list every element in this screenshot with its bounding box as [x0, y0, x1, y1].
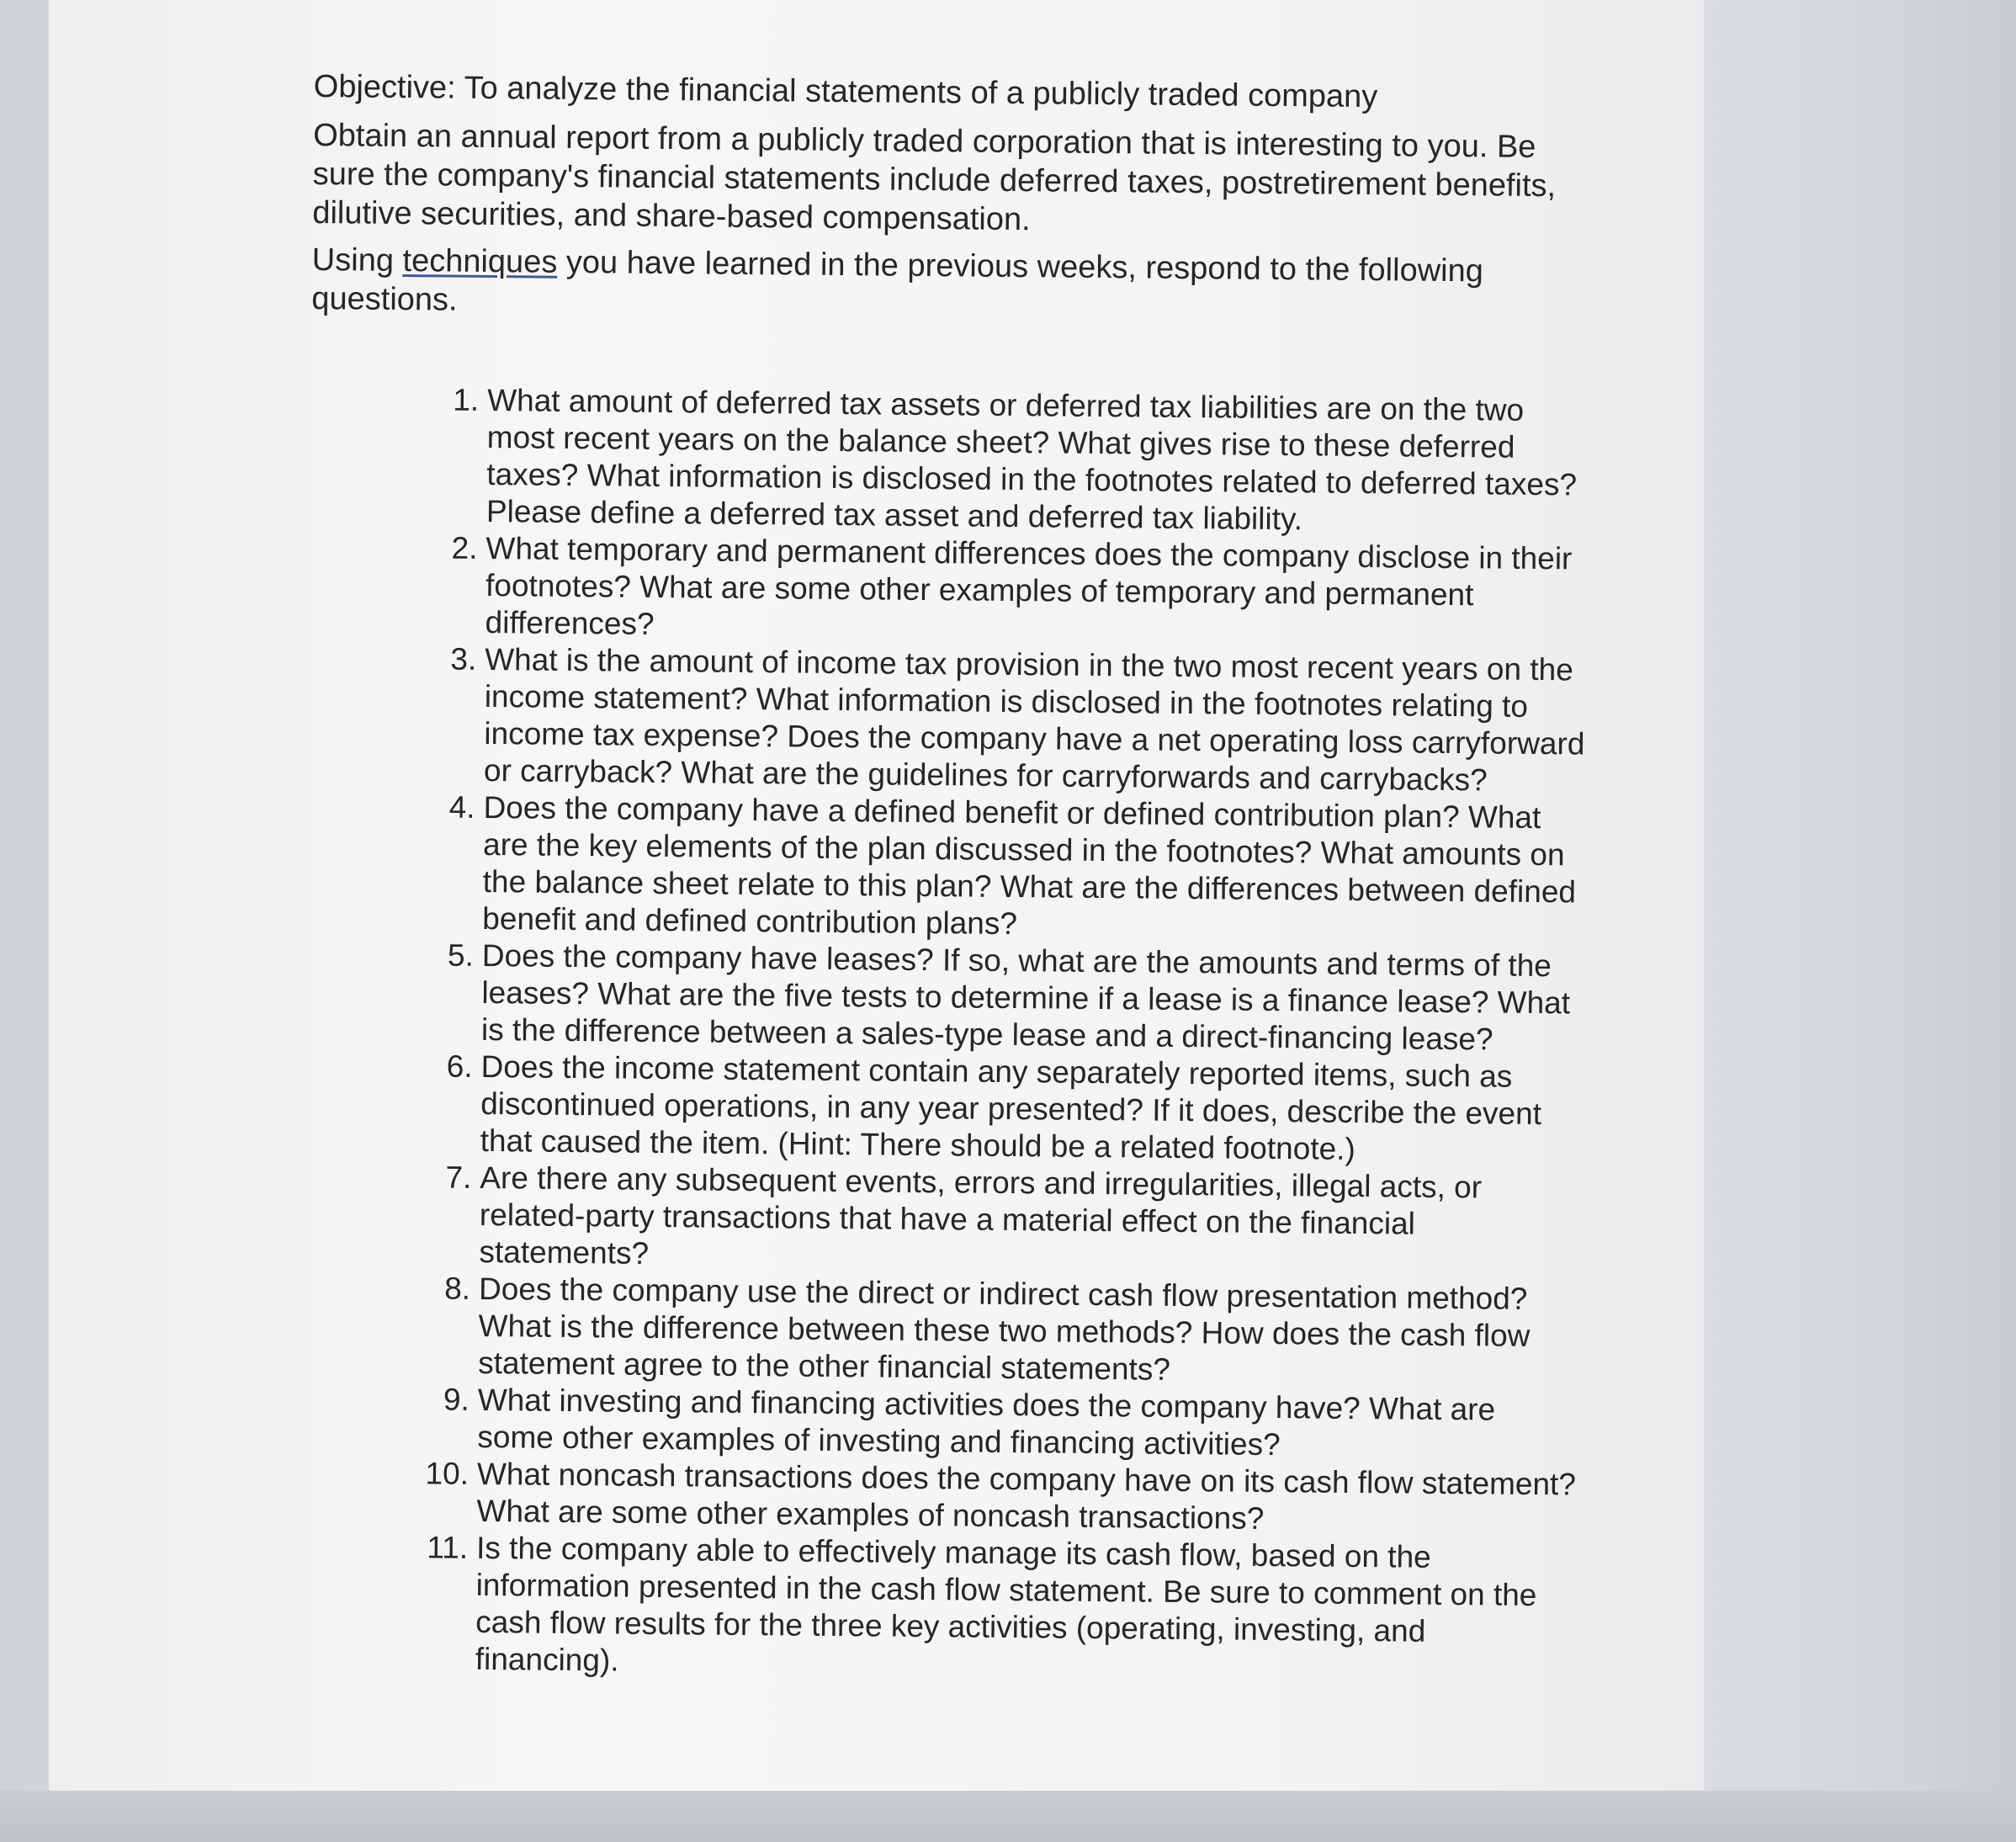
question-text: Does the income statement contain any separately reported items, such as discontinued operations, in any year presented? If it does, describe the event that caused the item. (Hint: There should be a related footnote.) [480, 1048, 1542, 1166]
monitor-frame-bottom [0, 1791, 2016, 1842]
question-text: Are there any subsequent events, errors and irregularities, illegal acts, or related-party transactions that have a material effect on the financial statements? [479, 1160, 1483, 1271]
instructions-paragraph [311, 241, 1591, 331]
document-body [299, 67, 1593, 1689]
question-text: What investing and financing activities does the company have? What are some other examples of investing and financing activities? [477, 1382, 1496, 1462]
question-number: 5. [447, 937, 475, 973]
question-number: 1. [453, 382, 480, 417]
question-text: Does the company have a defined benefit or defined contribution plan? What are the key elements of the plan discussed in the footnotes? What amounts on the balance sheet relate to this plan? What are the differences between defined benefit and defined contribution plans? [482, 789, 1577, 942]
objective-line: Objective: To analyze the financial statements of a publicly traded company [313, 68, 1378, 115]
question-number: 3. [450, 641, 477, 677]
list-item [453, 382, 1590, 541]
question-number: 8. [444, 1271, 471, 1306]
question-text: What temporary and permanent differences does the company disclose in their footnotes? What are some other examples of temporary and permanent differences? [485, 530, 1573, 641]
list-item [446, 1048, 1584, 1170]
list-item [427, 1530, 1579, 1689]
list-item [444, 1271, 1581, 1393]
instructions-text-before: Using [311, 242, 403, 279]
question-number: 9. [443, 1382, 470, 1417]
question-text: Does the company use the direct or indirect cash flow presentation method? What is the difference between these two methods? How does the cash flow statement agree to the other financial statements? [478, 1271, 1531, 1387]
question-number: 7. [445, 1160, 472, 1195]
question-text: What noncash transactions does the company have on its cash flow statement? What are some other examples of noncash transactions? [476, 1456, 1577, 1536]
list-item [451, 530, 1588, 652]
questions-list [299, 380, 1590, 1689]
document-page [49, 0, 1704, 1791]
question-number: 2. [451, 530, 478, 565]
question-text: Is the company able to effectively manage its cash flow, based on the information presented in the cash flow statement. Be sure to comment on the cash flow results for the three key activities (operating, investing, and financing). [475, 1530, 1537, 1678]
techniques-link[interactable]: techniques [402, 243, 558, 280]
list-item [445, 1160, 1582, 1282]
list-item [447, 937, 1584, 1059]
question-number: 4. [448, 789, 475, 825]
question-text: What is the amount of income tax provision in the two most recent years on the income statement? What information is disclosed in the footnotes relating to income tax expense? Does the company have a net operating loss carryforward or carryback? What are the guidelines for carryforwards and carrybacks? [483, 641, 1585, 798]
instructions-text-after: you have learned in the previous weeks, respond to the following questions. [311, 244, 1484, 318]
intro-paragraph: Obtain an annual report from a publicly traded corporation that is interesting to you. Be sure the company's financial statements include deferred taxes, postretirement benefits, dilutive securities, and share-based compensation. [312, 117, 1557, 238]
question-number: 10. [425, 1456, 470, 1491]
list-item [450, 641, 1588, 800]
question-number: 6. [446, 1048, 473, 1084]
list-item [443, 1382, 1580, 1467]
question-text: What amount of deferred tax assets or deferred tax liabilities are on the two most recent years on the balance sheet? What gives rise to these deferred taxes? What information is disclosed in the footnotes related to deferred taxes? Please define a deferred tax asset and deferred tax liability. [485, 382, 1578, 537]
question-number: 11. [427, 1530, 469, 1565]
list-item [448, 789, 1586, 948]
question-text: Does the company have leases? If so, what are the amounts and terms of the leases? What are the five tests to determine if a lease is a finance lease? What is the difference between a sales-type lease and a direct-financing lease? [480, 937, 1571, 1057]
list-item [425, 1456, 1579, 1541]
monitor-frame-right [1704, 0, 2016, 1842]
